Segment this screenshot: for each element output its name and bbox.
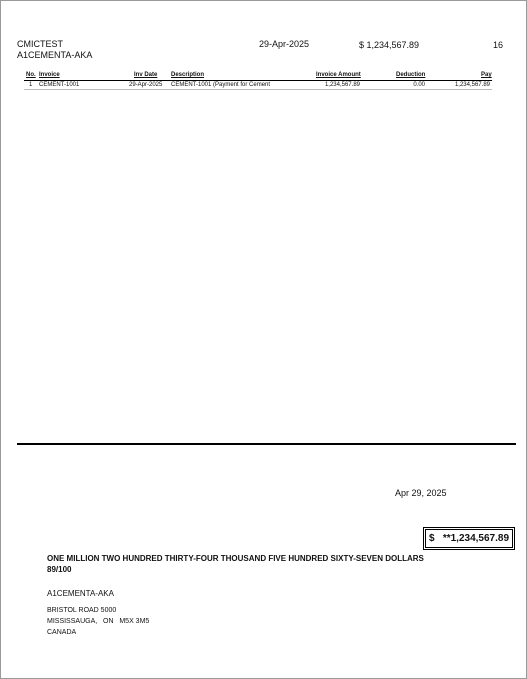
column-header-deduction: Deduction	[396, 72, 426, 78]
company-name: CMICTEST	[17, 39, 63, 49]
address-line-1: BRISTOL ROAD 5000	[47, 607, 117, 614]
table-header-rule	[24, 80, 492, 81]
row-description: CEMENT-1001 (Payment for Cement	[171, 82, 271, 88]
row-pay: 1,234,567.89	[454, 82, 490, 88]
perforation-line	[17, 443, 516, 445]
amount-cents: 89/100	[47, 565, 72, 574]
payee-name: A1CEMENTA-AKA	[47, 589, 114, 598]
cheque-number: 16	[493, 40, 504, 50]
row-invoice: CEMENT-1001	[39, 82, 80, 88]
row-invoice-amount: 1,234,567.89	[324, 82, 360, 88]
address-line-2: MISSISSAUGA, ON M5X 3M5	[47, 618, 150, 625]
amount-box	[425, 529, 513, 548]
column-header-invoice: Invoice	[39, 72, 60, 78]
stub-amount: $ 1,234,567.89	[359, 40, 420, 50]
address-line-3: CANADA	[47, 629, 77, 636]
row-inv-date: 29-Apr-2025	[129, 82, 163, 88]
amount-in-words: ONE MILLION TWO HUNDRED THIRTY-FOUR THOUSAND FIVE HUNDRED SIXTY-SEVEN DOLLARS	[47, 554, 424, 563]
column-header-invoice-amount: Invoice Amount	[316, 72, 361, 78]
stub-date: 29-Apr-2025	[259, 39, 310, 49]
cheque-amount: **1,234,567.89	[442, 533, 509, 544]
column-header-no: No.	[26, 72, 36, 78]
column-header-description: Description	[171, 72, 205, 78]
row-no: 1	[29, 82, 33, 88]
vendor-name: A1CEMENTA-AKA	[17, 50, 93, 60]
table-row-rule	[24, 89, 492, 90]
cheque-date: Apr 29, 2025	[395, 488, 447, 498]
column-header-inv-date: Inv Date	[134, 72, 158, 78]
row-deduction: 0.00	[413, 82, 425, 88]
currency-symbol: $	[429, 533, 435, 544]
column-header-pay: Pay	[481, 72, 492, 78]
